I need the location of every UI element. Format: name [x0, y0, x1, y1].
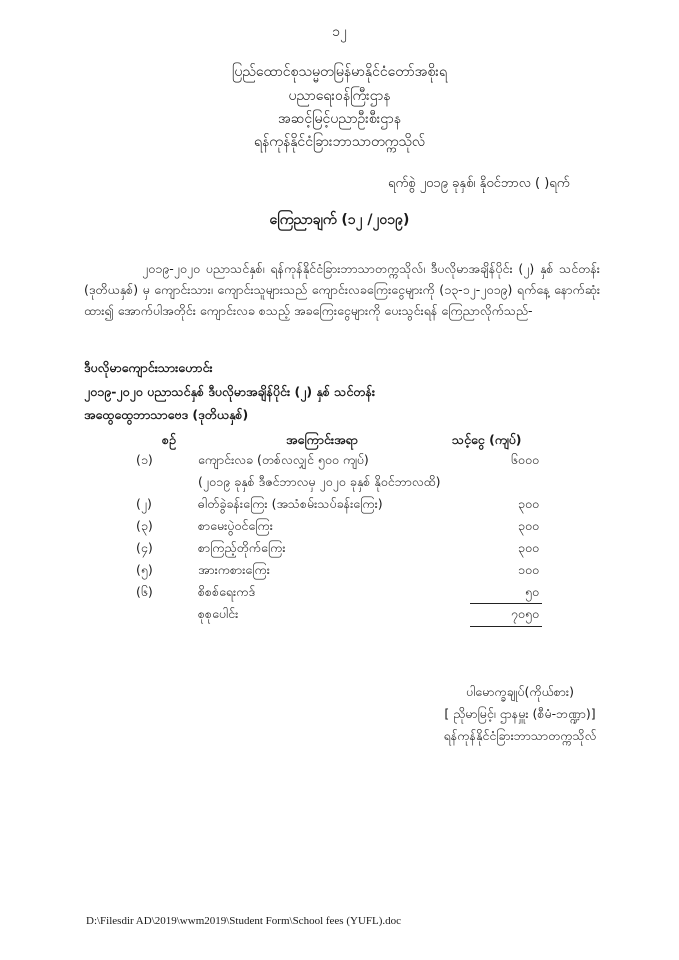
header-university: ရန်ကုန်နိုင်ငံခြားဘာသာတက္ကသိုလ် — [253, 134, 426, 150]
section-heading-2: ၂၀၁၉-၂၀၂၀ ပညာသင်နှစ် ဒီပလိုမာအချိန်ပိုင်း (၂) နှစ် သင်တန်း — [84, 384, 376, 399]
row-amount: ၃၀၀ — [517, 518, 539, 533]
column-header-amount: သင့်ငွေ (ကျပ်) — [452, 432, 522, 447]
row-item: (၂၀၁၉ ခုနှစ် ဒီဇင်ဘာလမှ ၂၀၂၀ ခုနှစ် နိုဝင်ဘာလထိ) — [198, 474, 441, 489]
row-amount: ၅၀ — [524, 584, 539, 599]
table-row — [0, 518, 679, 540]
row-number: (၃) — [136, 518, 153, 533]
row-item: စိစစ်ရေးကဒ် — [198, 584, 255, 599]
row-number: (၆) — [136, 584, 153, 599]
row-item: စာကြည့်တိုက်ကြေး — [198, 540, 286, 555]
table-row — [0, 562, 679, 584]
row-amount: ၃၀၀ — [517, 540, 539, 555]
row-amount: ၁၀၀ — [517, 562, 539, 577]
section-heading-1: ဒီပလိုမာကျောင်းသားဟောင်း — [84, 360, 213, 375]
table-row — [0, 540, 679, 562]
row-item: ကျောင်းလခ (တစ်လလျှင် ၅၀၀ ကျပ်) — [198, 452, 369, 467]
total-divider-top — [470, 603, 542, 604]
row-item: ဓါတ်ခွဲခန်းကြေး (အသံစမ်းသပ်ခန်းကြေး) — [198, 496, 383, 511]
footer-file-path: D:\Filesdir AD\2019\wwm2019\Student Form\School fees (YUFL).doc — [86, 915, 402, 927]
total-amount: ၇၀၅၀ — [510, 606, 539, 621]
signature-institution: ရန်ကုန်နိုင်ငံခြားဘာသာတက္ကသိုလ် — [443, 728, 597, 743]
row-number: (၄) — [136, 540, 153, 555]
total-divider-bottom — [470, 626, 542, 627]
row-amount: ၃၀၀ — [517, 496, 539, 511]
date-line: ရက်စွဲ ၂၀၁၉ ခုနှစ်၊ နိုဝင်ဘာလ ( )ရက် — [388, 176, 570, 191]
row-number: (၅) — [136, 562, 153, 577]
header-department: အဆင့်မြင့်ပညာဦးစီးဌာန — [277, 111, 402, 127]
notice-paragraph: ၂၀၁၉-၂၀၂၀ ပညာသင်နှစ်၊ ရန်ကုန်နိုင်ငံခြားဘာသာတက္ကသိုလ်၊ ဒီပလိုမာအချိန်ပိုင်း (၂) နှစ် သင်တန်း (ဒုတိယနှစ်) မှ ကျောင်းသား၊ ကျောင်းသူများသည် ကျောင်းလခကြေးငွေများကို (၁၃-၁၂-၂၀၁၉) ရက်နေ့ နောက်ဆုံးထား၍ အောက်ပါအတိုင်း ကျောင်းလခ စသည့် အခကြေးငွေများကို ပေးသွင်းရန် ကြေညာလိုက်သည်- — [84, 261, 600, 318]
total-row — [0, 606, 679, 628]
table-row — [0, 584, 679, 606]
signature-name: [ ညိုမာမြင့်၊ ဌာနမှူး (စီမံ-ဘဏ္ဍာ)] — [444, 706, 596, 721]
header-ministry: ပညာရေးဝန်ကြီးဌာန — [288, 88, 391, 104]
row-item: စာမေးပွဲဝင်ကြေး — [198, 518, 273, 533]
notice-title: ကြေညာချက် (၁၂ /၂၀၁၉) — [269, 212, 410, 228]
row-item: အားကစားကြေး — [198, 562, 270, 577]
header-government: ပြည်ထောင်စုသမ္မတမြန်မာနိုင်ငံတော်အစိုးရ — [232, 64, 447, 80]
row-number: (၁) — [136, 452, 153, 467]
row-number: (၂) — [136, 496, 152, 511]
page-number: ၁၂ — [332, 24, 347, 40]
column-header-no: စဉ် — [162, 432, 176, 447]
column-header-item: အကြောင်းအရာ — [286, 432, 358, 447]
section-heading-3: အထွေထွေဘာသာဗေဒ (ဒုတိယနှစ်) — [84, 407, 249, 422]
row-amount: ၆၀၀၀ — [510, 452, 539, 467]
table-row — [0, 474, 679, 496]
table-row — [0, 496, 679, 518]
table-row — [0, 452, 679, 474]
signature-title: ပါမောက္ခချုပ်(ကိုယ်စား) — [466, 684, 574, 699]
total-label: စုစုပေါင်း — [198, 606, 239, 621]
